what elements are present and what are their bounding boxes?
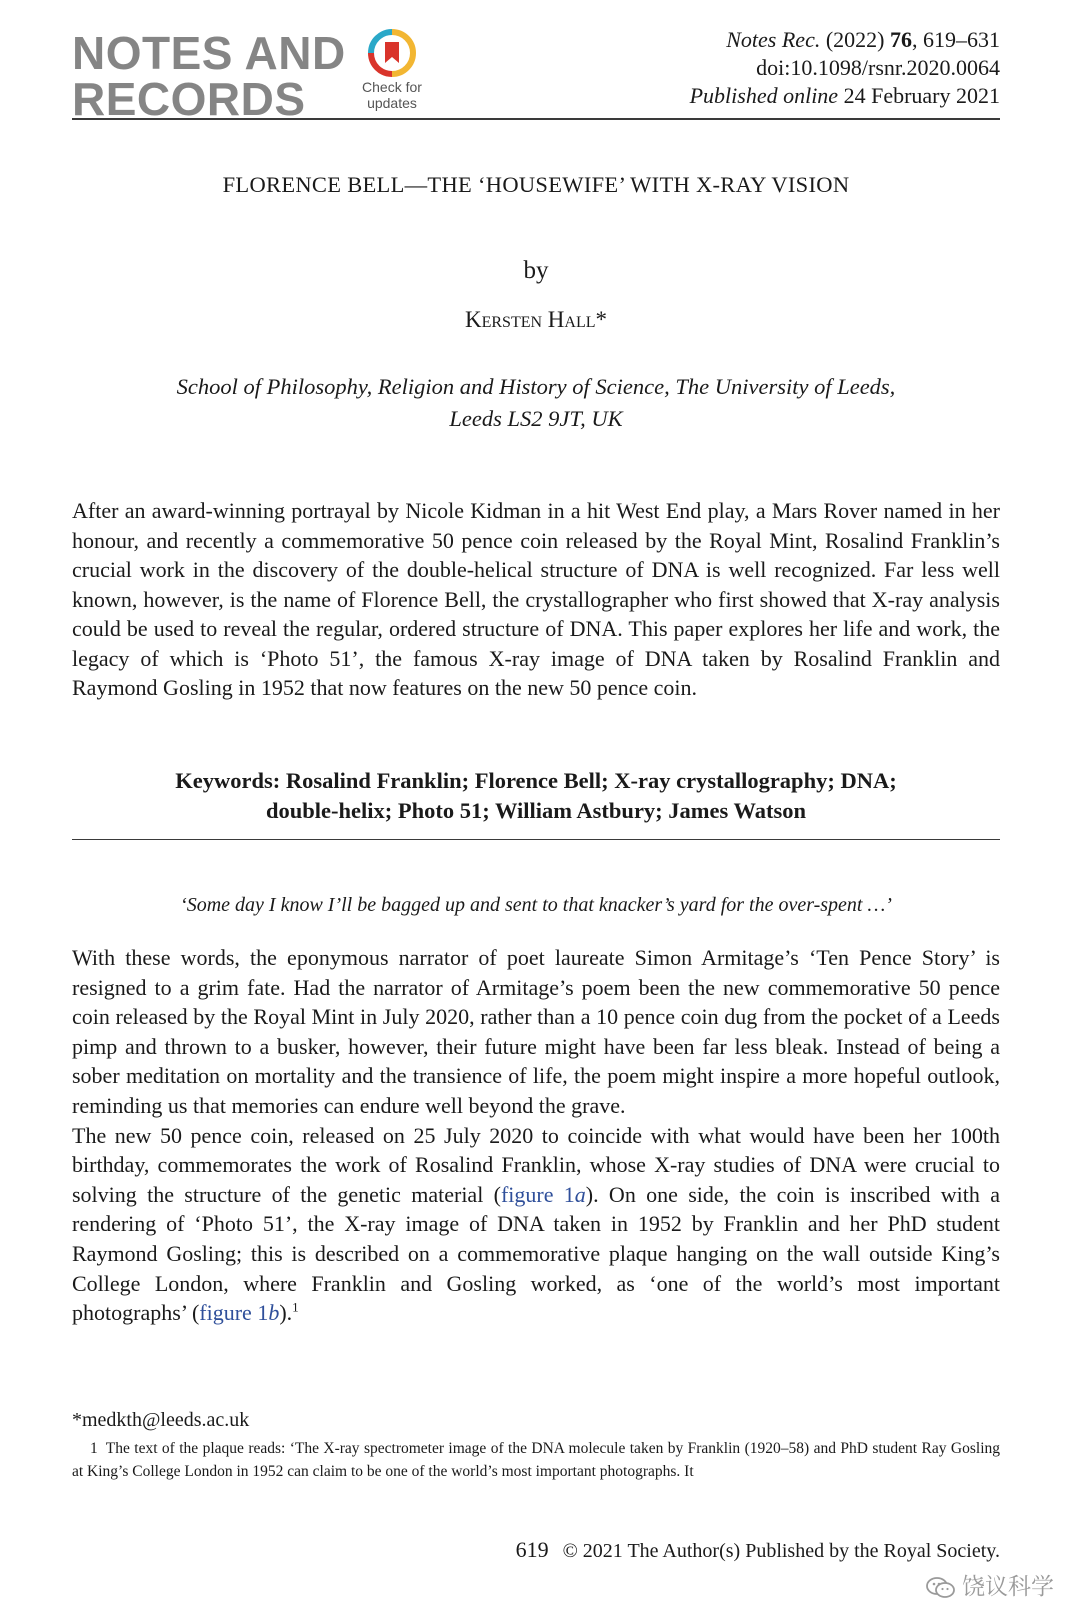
article-title: FLORENCE BELL—THE ‘HOUSEWIFE’ WITH X-RAY VISION — [222, 172, 850, 197]
bookmark-ring-icon — [367, 28, 417, 78]
citation-pages: , 619–631 — [912, 27, 1000, 52]
page-number: 619 — [515, 1537, 549, 1562]
citation-block — [690, 26, 1000, 110]
citation-year: (2022) — [825, 27, 885, 52]
affiliation-line2: Leeds LS2 9JT, UK — [449, 406, 623, 431]
keywords — [72, 766, 1000, 826]
body-text — [72, 943, 1000, 1328]
paragraph-2 — [72, 1121, 1000, 1328]
published-date: 24 February 2021 — [843, 83, 1000, 108]
figure-1b-link-panel: b — [268, 1300, 280, 1326]
wechat-icon — [926, 1576, 956, 1600]
figure-1b-link-label: figure 1 — [199, 1300, 269, 1326]
footnote-ref-1[interactable]: 1 — [292, 1299, 299, 1315]
byline: by — [523, 257, 549, 284]
copyright: © 2021 The Author(s) Published by the Royal Society. — [562, 1540, 1000, 1562]
corresponding-email[interactable]: *medkth@leeds.ac.uk — [72, 1409, 250, 1431]
footnote-number: 1 — [90, 1440, 98, 1457]
figure-1a-link-panel: a — [574, 1181, 586, 1207]
affiliation-line1: School of Philosophy, Religion and History of Science, The University of Leeds, — [176, 374, 896, 399]
paragraph-2-part-b: ). On one side, the coin is inscribed with a rendering of ‘Photo 51’, the X-ray image of DNA taken in 1952 by Franklin and her PhD student Raymond Gosling; this is described on a commemorative plaque hanging on the wall outside King’s College London, where Franklin and Gosling worked, as ‘one of the world’s most important photographs’ ( — [72, 1181, 1000, 1326]
page-footer — [516, 1537, 1000, 1563]
keywords-line1: Keywords: Rosalind Franklin; Florence Bell; X-ray crystallography; DNA; — [175, 768, 897, 793]
figure-1a-link[interactable] — [501, 1182, 586, 1207]
watermark-text: 饶议科学 — [962, 1574, 1054, 1600]
figure-1a-link-label: figure 1 — [500, 1181, 575, 1207]
journal-name-line2: RECORDS — [72, 73, 306, 125]
check-updates-line2: updates — [367, 95, 417, 111]
citation-volume: 76 — [890, 27, 912, 52]
footnote-text: The text of the plaque reads: ‘The X-ray spectrometer image of the DNA molecule taken by Franklin (1920–58) and PhD student Ray Gosling at King’s College London in 1952 can claim to be one of the world’s most important photographs. It — [72, 1440, 1000, 1480]
paragraph-1: With these words, the eponymous narrator of poet laureate Simon Armitage’s ‘Ten Pence Story’ is resigned to a grim fate. Had the narrator of Armitage’s poem been the new commemorative 50 pence coin released by the Royal Mint in July 2020, rather than a 10 pence coin dug from the pocket of a Leeds pimp and thrown to a busker, however, their future might have been far less bleak. Instead of being a sober meditation on mortality and the transience of life, the poem might inspire a more hopeful outlook, reminding us that memories can endure well beyond the grave. — [72, 945, 1000, 1118]
figure-1b-link[interactable] — [199, 1300, 279, 1325]
footnote-1 — [72, 1437, 1000, 1483]
citation-line — [690, 26, 1000, 54]
keywords-line2: double-helix; Photo 51; William Astbury; James Watson — [265, 798, 807, 823]
paragraph-2-part-c: ). — [279, 1300, 293, 1326]
author-name: Kersten Hall* — [464, 307, 608, 332]
published-label: Published online — [689, 83, 839, 108]
paragraph-2-part-a: The new 50 pence coin, released on 25 July 2020 to coincide with what would have been her 100th birthday, commemorates the work of Rosalind Franklin, whose X-ray studies of DNA were crucial to solving the structure of the genetic material ( — [72, 1122, 1000, 1207]
abstract: After an award-winning portrayal by Nicole Kidman in a hit West End play, a Mars Rover named in her honour, and recently a commemorative 50 pence coin released by the Royal Mint, Rosalind Franklin’s crucial work in the discovery of the double-helical structure of DNA is well recognized. Far less well known, however, is the name of Florence Bell, the crystallographer who first showed that X-ray analysis could be used to reveal the regular, ordered structure of DNA. This paper explores her life and work, the legacy of which is ‘Photo 51’, the famous X-ray image of DNA taken by Rosalind Franklin and Raymond Gosling in 1952 that now features on the new 50 pence coin. — [72, 498, 1000, 700]
affiliation — [72, 371, 1000, 435]
watermark — [926, 1568, 1054, 1601]
check-updates-line1: Check for — [362, 79, 422, 95]
published-line — [690, 82, 1000, 110]
citation-journal: Notes Rec. — [726, 27, 821, 52]
section-divider — [72, 839, 1000, 840]
journal-logo — [72, 27, 346, 125]
check-for-updates-badge[interactable] — [350, 28, 434, 110]
epigraph: ‘Some day I know I’ll be bagged up and sent to that knacker’s yard for the over-spent …’ — [180, 894, 892, 916]
journal-name-line1: NOTES AND — [72, 27, 346, 79]
journal-header — [72, 22, 1000, 125]
doi[interactable]: doi:10.1098/rsnr.2020.0064 — [756, 55, 1000, 80]
